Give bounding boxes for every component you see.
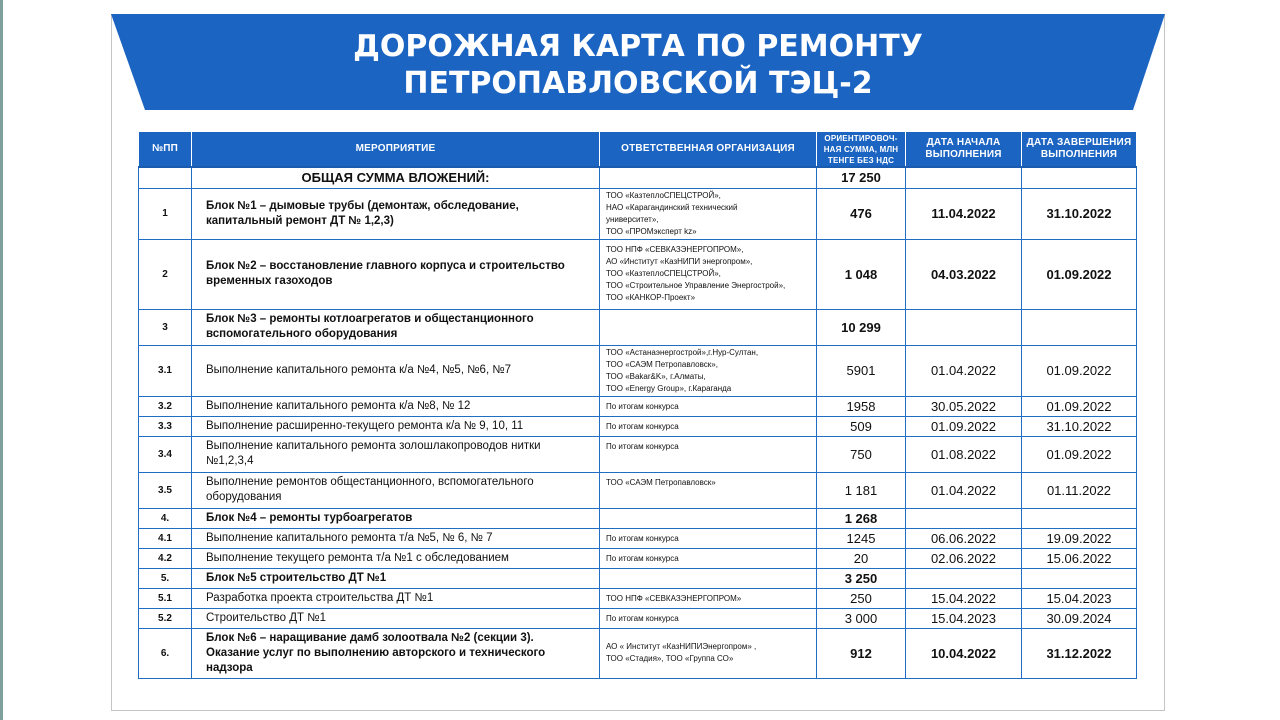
- end-date-cell: 01.09.2022: [1022, 239, 1137, 309]
- organization-line: ТОО «КазтеплоСПЕЦСТРОЙ»,: [606, 269, 721, 278]
- header-sum-line-3: ТЕНГЕ БЕЗ НДС: [827, 155, 895, 165]
- event-line: временных газоходов: [206, 275, 333, 287]
- sum-cell: 1 181: [817, 472, 906, 508]
- table-row: [139, 309, 1137, 345]
- event-line: Строительство ДТ №1: [206, 611, 326, 624]
- event-line: Разработка проекта строительства ДТ №1: [206, 591, 434, 604]
- event-cell: [192, 396, 600, 416]
- row-number: 3.2: [139, 396, 192, 416]
- event-cell: [192, 188, 600, 239]
- total-start-cell: [906, 167, 1022, 188]
- event-cell: [192, 239, 600, 309]
- organization-line: По итогам конкурса: [606, 441, 679, 451]
- event-cell: [192, 628, 600, 678]
- event-line: Блок №6 – наращивание дамб золоотвала №2 (секции 3).: [206, 631, 534, 644]
- row-number: 2: [139, 239, 192, 309]
- row-number: 6.: [139, 628, 192, 678]
- organization-cell: [600, 472, 817, 508]
- event-cell: [192, 608, 600, 628]
- start-date-cell: 30.05.2022: [906, 396, 1022, 416]
- end-date-cell: 15.04.2023: [1022, 588, 1137, 608]
- event-line: Выполнение капитального ремонта к/а №4, №5, №6, №7: [206, 364, 512, 376]
- event-cell: [192, 588, 600, 608]
- sum-cell: 5901: [817, 345, 906, 396]
- row-number: 5.: [139, 568, 192, 588]
- organization-line: ТОО «КАНКОР-Проект»: [606, 293, 696, 302]
- event-line: №1,2,3,4: [206, 455, 254, 467]
- start-date-cell: 10.04.2022: [906, 628, 1022, 678]
- row-number: 3.3: [139, 416, 192, 436]
- organization-cell: [600, 568, 817, 588]
- row-number: 4.1: [139, 528, 192, 548]
- event-line: Блок №1 – дымовые трубы (демонтаж, обследование,: [206, 199, 519, 212]
- header-end: [1022, 132, 1137, 168]
- table-row: [139, 608, 1137, 628]
- header-start-line-1: ДАТА НАЧАЛА: [926, 137, 1001, 148]
- end-date-cell: 15.06.2022: [1022, 548, 1137, 568]
- end-date-cell: [1022, 568, 1137, 588]
- event-cell: [192, 309, 600, 345]
- start-date-cell: 15.04.2022: [906, 588, 1022, 608]
- sum-cell: 509: [817, 416, 906, 436]
- start-date-cell: 11.04.2022: [906, 188, 1022, 239]
- organization-line: По итогам конкурса: [606, 533, 679, 543]
- organization-cell: [600, 528, 817, 548]
- organization-line: ТОО «САЭМ Петропавловск»,: [606, 359, 718, 369]
- start-date-cell: 15.04.2023: [906, 608, 1022, 628]
- table-row: [139, 396, 1137, 416]
- sum-cell: 3 000: [817, 608, 906, 628]
- header-sum-line-1: ОРИЕНТИРОВОЧ-: [824, 133, 898, 143]
- header-start-line-2: ВЫПОЛНЕНИЯ: [925, 149, 1002, 160]
- organization-line: По итогам конкурса: [606, 553, 679, 563]
- sum-cell: 1 268: [817, 508, 906, 528]
- sum-cell: 476: [817, 188, 906, 239]
- table-row: [139, 436, 1137, 472]
- end-date-cell: 01.09.2022: [1022, 345, 1137, 396]
- table-row: [139, 548, 1137, 568]
- total-end-cell: [1022, 167, 1137, 188]
- event-line: Выполнение текущего ремонта т/а №1 с обследованием: [206, 551, 509, 564]
- header-end-line-2: ВЫПОЛНЕНИЯ: [1040, 149, 1118, 160]
- organization-line: НАО «Карагандинский технический: [606, 202, 738, 212]
- sum-cell: 1245: [817, 528, 906, 548]
- end-date-cell: 31.12.2022: [1022, 628, 1137, 678]
- end-date-cell: [1022, 508, 1137, 528]
- sum-cell: 20: [817, 548, 906, 568]
- sum-cell: 1 048: [817, 239, 906, 309]
- organization-line: университет»,: [606, 214, 659, 224]
- header-sum: [817, 132, 906, 168]
- end-date-cell: 01.09.2022: [1022, 436, 1137, 472]
- roadmap-table: [138, 131, 1137, 679]
- total-no-cell: [139, 167, 192, 188]
- end-date-cell: 01.09.2022: [1022, 396, 1137, 416]
- organization-line: ТОО «ПРОМэксперт kz»: [606, 226, 697, 236]
- event-line: Блок №3 – ремонты котлоагрегатов и общестанционного: [206, 313, 534, 325]
- row-number: 3.1: [139, 345, 192, 396]
- organization-cell: [600, 309, 817, 345]
- organization-cell: [600, 188, 817, 239]
- table-row: [139, 528, 1137, 548]
- organization-line: ТОО «КазтеплоСПЕЦСТРОЙ»,: [606, 190, 721, 200]
- event-cell: [192, 508, 600, 528]
- end-date-cell: [1022, 309, 1137, 345]
- row-number: 3: [139, 309, 192, 345]
- row-number: 4.: [139, 508, 192, 528]
- organization-line: ТОО НПФ «СЕВКАЗЭНЕРГОПРОМ»: [606, 593, 742, 603]
- organization-line: АО « Институт «КазНИПИЭнергопром» ,: [606, 642, 757, 651]
- event-line: Выполнение расширенно-текущего ремонта к/а № 9, 10, 11: [206, 419, 524, 432]
- start-date-cell: [906, 568, 1022, 588]
- total-org-cell: [600, 167, 817, 188]
- sum-cell: 10 299: [817, 309, 906, 345]
- total-row: [139, 167, 1137, 188]
- left-edge-strip: [0, 0, 3, 720]
- organization-cell: [600, 588, 817, 608]
- table-row: [139, 588, 1137, 608]
- title-banner: [111, 14, 1165, 112]
- table-row: [139, 472, 1137, 508]
- organization-cell: [600, 345, 817, 396]
- title-line-2: ПЕТРОПАВЛОВСКОЙ ТЭЦ-2: [403, 66, 873, 101]
- event-line: Выполнение ремонтов общестанционного, вспомогательного: [206, 476, 534, 488]
- event-cell: [192, 548, 600, 568]
- event-line: Выполнение капитального ремонта к/а №8, № 12: [206, 399, 471, 412]
- organization-line: По итогам конкурса: [606, 421, 679, 431]
- header-end-line-1: ДАТА ЗАВЕРШЕНИЯ: [1026, 137, 1132, 148]
- organization-line: По итогам конкурса: [606, 401, 679, 411]
- event-line: Выполнение капитального ремонта золошлакопроводов нитки: [206, 440, 541, 452]
- event-line: Блок №2 – восстановление главного корпуса и строительство: [206, 260, 565, 272]
- organization-line: ТОО «Строительное Управление Энергострой»,: [606, 281, 786, 290]
- event-line: оборудования: [206, 491, 282, 503]
- total-label: ОБЩАЯ СУММА ВЛОЖЕНИЙ:: [192, 167, 600, 188]
- start-date-cell: [906, 508, 1022, 528]
- organization-cell: [600, 436, 817, 472]
- sum-cell: 912: [817, 628, 906, 678]
- table-row: [139, 188, 1137, 239]
- table-row: [139, 628, 1137, 678]
- organization-line: ТОО «Астанаэнергострой»,г.Нур-Султан,: [606, 347, 759, 357]
- sum-cell: 750: [817, 436, 906, 472]
- organization-cell: [600, 416, 817, 436]
- sum-cell: 3 250: [817, 568, 906, 588]
- event-cell: [192, 528, 600, 548]
- end-date-cell: 30.09.2024: [1022, 608, 1137, 628]
- header-no: №ПП: [139, 132, 192, 168]
- organization-cell: [600, 396, 817, 416]
- event-cell: [192, 416, 600, 436]
- organization-cell: [600, 548, 817, 568]
- organization-line: ТОО «САЭМ Петропавловск»: [606, 477, 716, 487]
- table-row: [139, 416, 1137, 436]
- start-date-cell: 02.06.2022: [906, 548, 1022, 568]
- event-line: Выполнение капитального ремонта т/а №5, № 6, № 7: [206, 531, 493, 544]
- header-event: МЕРОПРИЯТИЕ: [192, 132, 600, 168]
- organization-line: АО «Институт «КазНИПИ энергопром»,: [606, 257, 753, 266]
- organization-line: По итогам конкурса: [606, 613, 679, 623]
- title-line-1: ДОРОЖНАЯ КАРТА ПО РЕМОНТУ: [353, 29, 923, 64]
- row-number: 4.2: [139, 548, 192, 568]
- organization-cell: [600, 508, 817, 528]
- end-date-cell: 01.11.2022: [1022, 472, 1137, 508]
- sum-cell: 250: [817, 588, 906, 608]
- organization-line: ТОО НПФ «СЕВКАЗЭНЕРГОПРОМ»,: [606, 245, 744, 254]
- organization-cell: [600, 608, 817, 628]
- organization-line: ТОО «Energy Group», г.Караганда: [606, 383, 732, 393]
- sum-cell: 1958: [817, 396, 906, 416]
- event-line: надзора: [206, 661, 253, 674]
- header-org: ОТВЕТСТВЕННАЯ ОРГАНИЗАЦИЯ: [600, 132, 817, 168]
- start-date-cell: 04.03.2022: [906, 239, 1022, 309]
- event-cell: [192, 472, 600, 508]
- organization-cell: [600, 628, 817, 678]
- start-date-cell: 01.04.2022: [906, 345, 1022, 396]
- row-number: 3.4: [139, 436, 192, 472]
- row-number: 5.2: [139, 608, 192, 628]
- table-row: [139, 568, 1137, 588]
- start-date-cell: 01.09.2022: [906, 416, 1022, 436]
- organization-line: ТОО «Bakar&K», г.Алматы,: [606, 371, 706, 381]
- table-row: [139, 345, 1137, 396]
- event-cell: [192, 345, 600, 396]
- header-sum-line-2: НАЯ СУММА, МЛН: [823, 144, 899, 154]
- event-line: Блок №4 – ремонты турбоагрегатов: [206, 511, 413, 524]
- row-number: 1: [139, 188, 192, 239]
- end-date-cell: 31.10.2022: [1022, 416, 1137, 436]
- event-line: вспомогательного оборудования: [206, 328, 398, 340]
- start-date-cell: [906, 309, 1022, 345]
- end-date-cell: 31.10.2022: [1022, 188, 1137, 239]
- event-cell: [192, 568, 600, 588]
- row-number: 5.1: [139, 588, 192, 608]
- table-row: [139, 508, 1137, 528]
- event-cell: [192, 436, 600, 472]
- row-number: 3.5: [139, 472, 192, 508]
- end-date-cell: 19.09.2022: [1022, 528, 1137, 548]
- start-date-cell: 01.04.2022: [906, 472, 1022, 508]
- total-sum: 17 250: [817, 167, 906, 188]
- start-date-cell: 01.08.2022: [906, 436, 1022, 472]
- organization-line: ТОО «Стадия», ТОО «Группа СО»: [606, 654, 734, 663]
- organization-cell: [600, 239, 817, 309]
- page-title: [111, 28, 1165, 102]
- event-line: Оказание услуг по выполнению авторского и технического: [206, 646, 546, 659]
- header-start: [906, 132, 1022, 168]
- start-date-cell: 06.06.2022: [906, 528, 1022, 548]
- event-line: капитальный ремонт ДТ № 1,2,3): [206, 214, 394, 227]
- event-line: Блок №5 строительство ДТ №1: [206, 571, 387, 584]
- table-header-row: [139, 132, 1137, 168]
- table-row: [139, 239, 1137, 309]
